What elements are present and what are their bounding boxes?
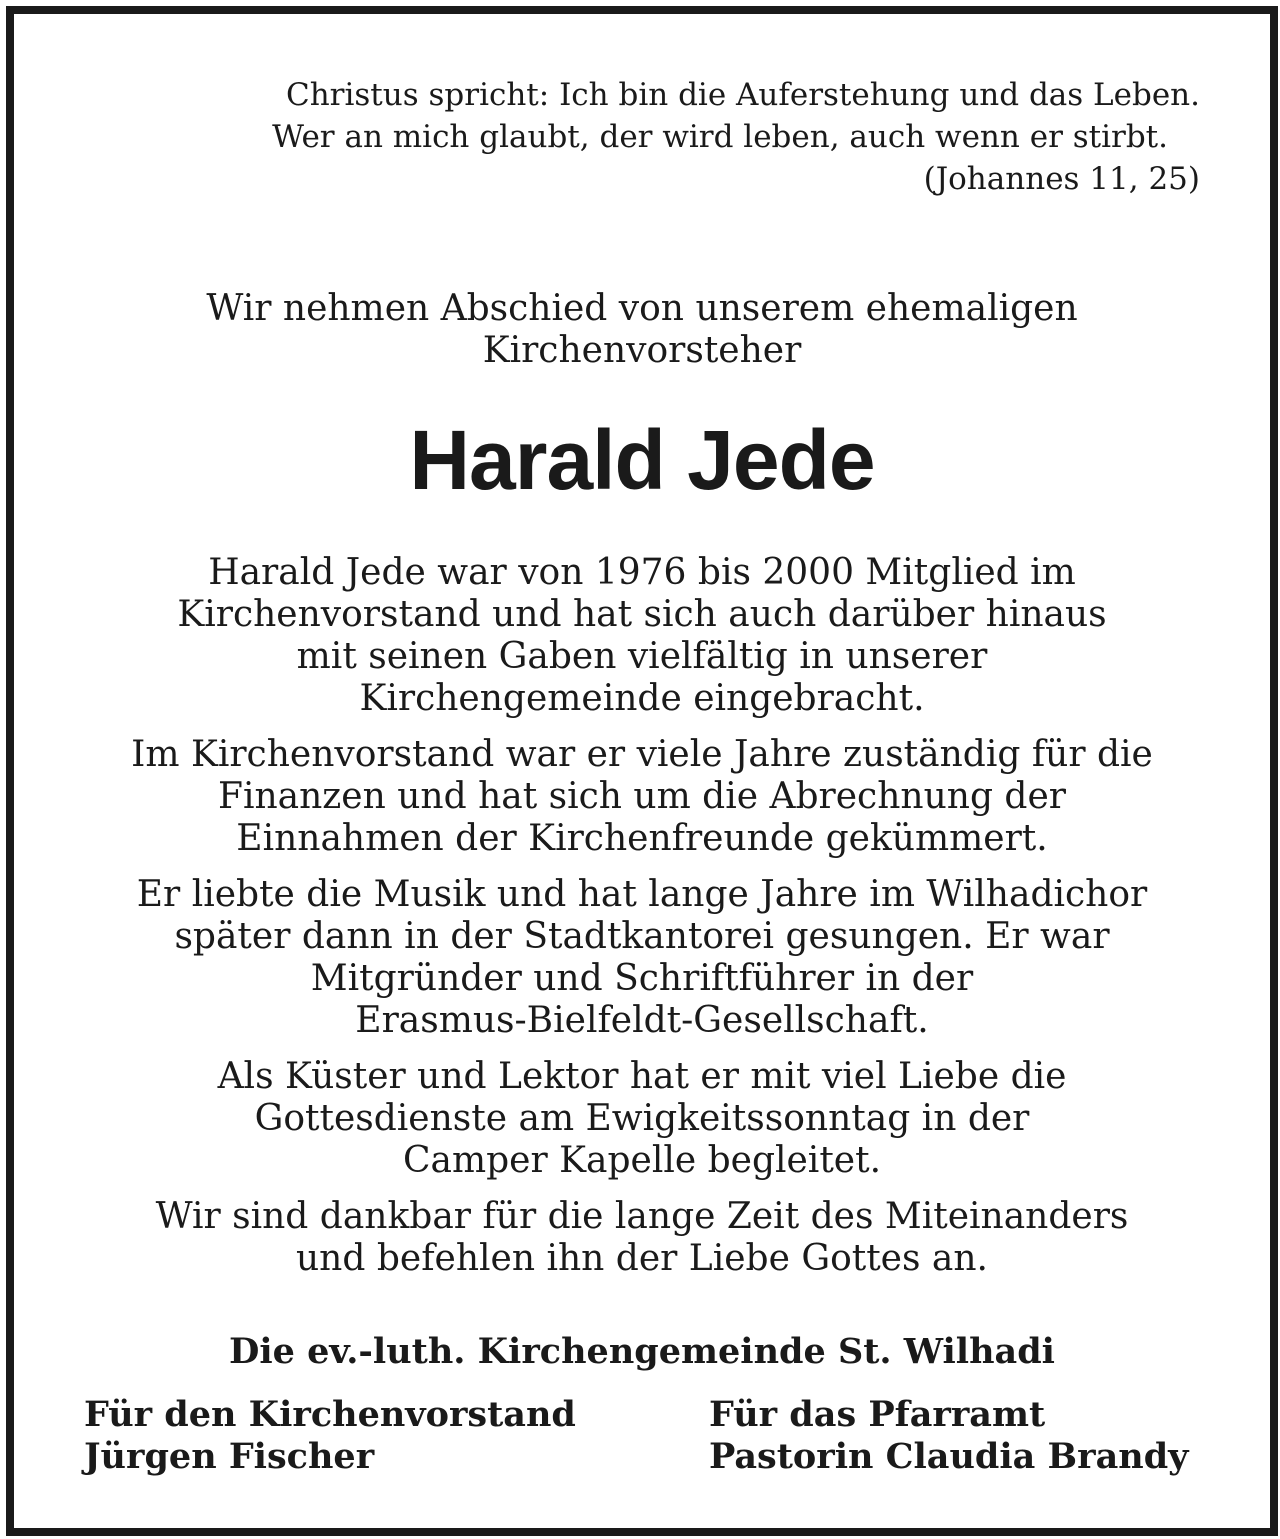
signature-name: Pastorin Claudia Brandy — [709, 1436, 1189, 1477]
tribute-line: Einnahmen der Kirchenfreunde gekümmert. — [236, 818, 1048, 859]
tribute-paragraph — [14, 1196, 1270, 1280]
tribute-text — [14, 552, 1270, 1294]
obituary-notice — [6, 6, 1278, 1536]
tribute-paragraph — [14, 734, 1270, 860]
tribute-line: Camper Kapelle begleitet. — [402, 1140, 882, 1181]
bible-verse — [100, 74, 1200, 200]
verse-reference: (Johannes 11, 25) — [923, 161, 1200, 197]
tribute-line: Als Küster und Lektor hat er mit viel Liebe die — [217, 1056, 1067, 1097]
tribute-line: Im Kirchenvorstand war er viele Jahre zuständig für die — [131, 734, 1153, 775]
tribute-line: Finanzen und hat sich um die Abrechnung der — [217, 776, 1066, 817]
verse-line-2: Wer an mich glaubt, der wird leben, auch wenn er stirbt. — [272, 119, 1168, 155]
intro-line-2: Kirchenvorsteher — [482, 330, 802, 371]
congregation-name: Die ev.-luth. Kirchengemeinde St. Wilhadi — [229, 1331, 1055, 1372]
tribute-line: Erasmus-Bielfeldt-Gesellschaft. — [355, 1000, 929, 1041]
farewell-intro — [14, 288, 1270, 372]
tribute-line: Wir sind dankbar für die lange Zeit des Miteinanders — [155, 1196, 1129, 1237]
tribute-line: Harald Jede war von 1976 bis 2000 Mitglied im — [208, 552, 1076, 593]
tribute-line: mit seinen Gaben vielfältig in unserer — [296, 636, 988, 677]
signature-church-board — [84, 1394, 576, 1478]
signature-role: Für das Pfarramt — [709, 1394, 1046, 1435]
tribute-line: Mitgründer und Schriftführer in der — [310, 958, 974, 999]
tribute-paragraph — [14, 1056, 1270, 1182]
tribute-line: später dann in der Stadtkantorei gesungen. Er war — [174, 916, 1110, 957]
tribute-paragraph — [14, 552, 1270, 720]
signature-role: Für den Kirchenvorstand — [84, 1394, 576, 1435]
verse-line-1: Christus spricht: Ich bin die Auferstehung und das Leben. — [285, 77, 1200, 113]
signature-parish-office — [709, 1394, 1189, 1478]
intro-line-1: Wir nehmen Abschied von unserem ehemaligen — [206, 288, 1078, 329]
tribute-line: Gottesdienste am Ewigkeitssonntag in der — [254, 1098, 1030, 1139]
tribute-line: Kirchengemeinde eingebracht. — [359, 678, 925, 719]
tribute-line: Kirchenvorstand und hat sich auch darüber hinaus — [177, 594, 1107, 635]
tribute-line: und befehlen ihn der Liebe Gottes an. — [296, 1238, 988, 1279]
tribute-line: Er liebte die Musik und hat lange Jahre im Wilhadichor — [136, 874, 1148, 915]
signature-name: Jürgen Fischer — [84, 1436, 375, 1477]
tribute-paragraph — [14, 874, 1270, 1042]
deceased-name: Harald Jede — [409, 413, 875, 507]
